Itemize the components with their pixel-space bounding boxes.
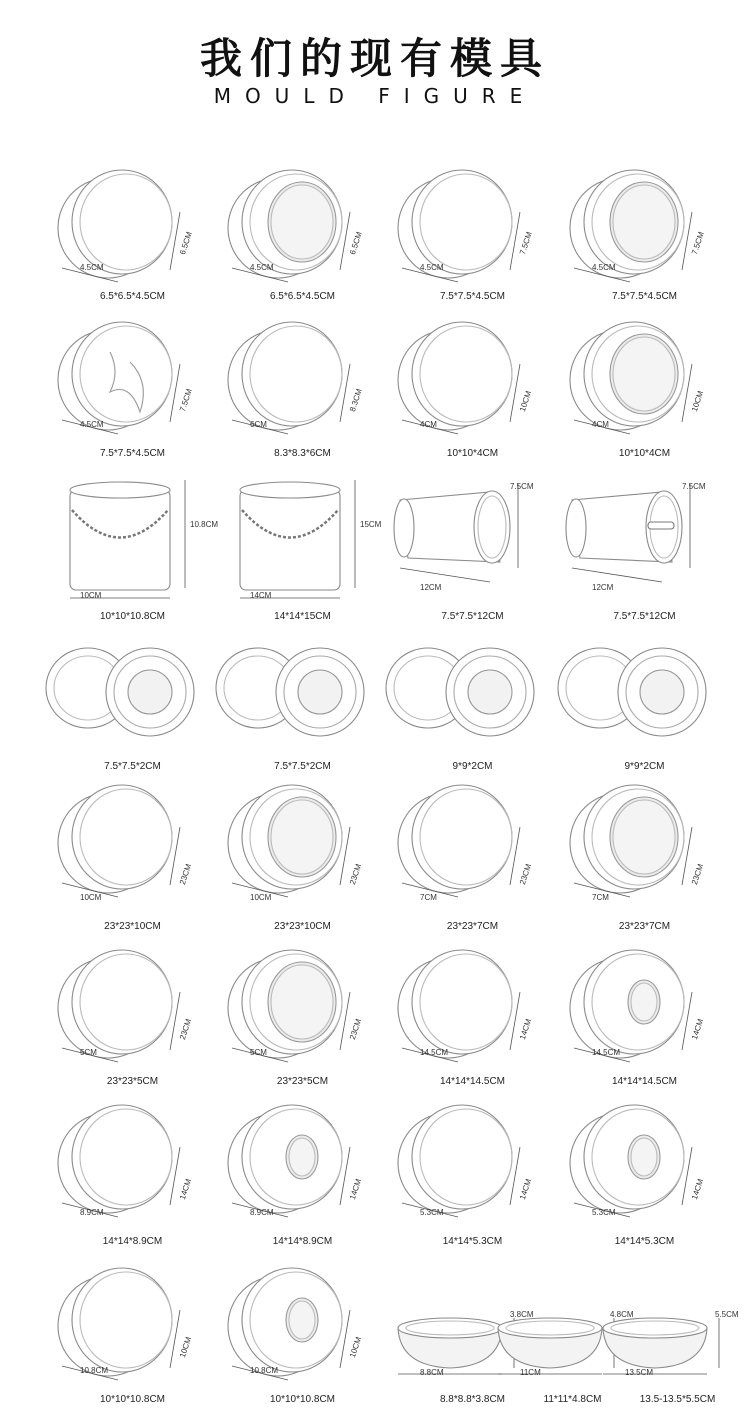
bucket-drawing (240, 482, 340, 590)
lids-drawing (386, 648, 534, 736)
mould-item (552, 940, 737, 1090)
height-dimension-label: 14CM (178, 1177, 194, 1201)
mould-item (552, 640, 737, 775)
size-caption: 7.5*7.5*2CM (104, 761, 161, 772)
mould-item (552, 775, 737, 935)
tin-drawing (398, 1105, 512, 1213)
mould-item (210, 312, 395, 462)
tin-drawing (570, 950, 684, 1058)
width-dimension-label: 4CM (592, 420, 609, 429)
size-caption: 23*23*7CM (446, 921, 499, 932)
mould-item (380, 160, 565, 305)
size-caption: 9*9*2CM (452, 761, 493, 772)
size-caption: 14*14*14.5CM (439, 1076, 506, 1087)
mould-item (40, 775, 225, 935)
mould-item (552, 470, 737, 625)
height-dimension-label: 23CM (518, 862, 534, 886)
height-dimension-label: 14CM (348, 1177, 364, 1201)
mould-item (552, 1095, 737, 1250)
width-dimension-label: 8.8CM (420, 1368, 444, 1377)
width-dimension-label: 7CM (420, 893, 437, 902)
tin-drawing (570, 785, 684, 893)
mould-item (40, 470, 225, 625)
width-dimension-label: 10CM (250, 893, 272, 902)
lids-illustration (380, 640, 550, 761)
height-dimension-label: 23CM (348, 1017, 364, 1041)
bucket-drawing (70, 482, 170, 590)
height-dimension-label: 10.8CM (190, 520, 219, 529)
size-caption: 10*10*10.8CM (269, 1394, 336, 1405)
mould-item (40, 1095, 225, 1250)
height-dimension-label: 10CM (178, 1335, 194, 1359)
tin-illustration (210, 160, 380, 291)
height-dimension-label: 7.5CM (510, 482, 534, 491)
cylinder-drawing (394, 491, 510, 563)
cylinder-illustration (552, 470, 722, 611)
cylinder-drawing (566, 491, 682, 563)
size-caption: 14*14*5.3CM (614, 1236, 675, 1247)
height-dimension-label: 14CM (518, 1017, 534, 1041)
width-dimension-label: 14CM (250, 591, 272, 600)
height-dimension-label: 14CM (690, 1017, 706, 1041)
bowl-drawing (603, 1318, 707, 1368)
tin-illustration (552, 160, 722, 291)
width-dimension-label: 7CM (592, 893, 609, 902)
height-dimension-label: 7.5CM (178, 387, 194, 413)
width-dimension-label: 4.5CM (80, 420, 104, 429)
page-title: 我们的现有模具 (199, 34, 550, 83)
size-caption: 14*14*8.9CM (102, 1236, 163, 1247)
height-dimension-label: 7.5CM (690, 230, 706, 256)
mould-item (40, 312, 225, 462)
height-dimension-label: 7.5CM (682, 482, 706, 491)
size-caption: 10*10*4CM (618, 448, 671, 459)
lids-drawing (46, 648, 194, 736)
lids-illustration (552, 640, 722, 761)
size-caption: 23*23*7CM (618, 921, 671, 932)
tin-illustration (380, 1095, 550, 1236)
tin-drawing (228, 785, 342, 893)
height-dimension-label: 4.8CM (610, 1310, 634, 1319)
mould-item (210, 1095, 395, 1250)
tin-illustration (210, 1258, 380, 1394)
mould-item (380, 775, 565, 935)
height-dimension-label: 3.8CM (510, 1310, 534, 1319)
tin-drawing (228, 1268, 342, 1376)
mould-item (552, 312, 737, 462)
bucket-illustration (40, 470, 210, 611)
size-caption: 14*14*8.9CM (272, 1236, 333, 1247)
width-dimension-label: 8.9CM (250, 1208, 274, 1217)
width-dimension-label: 5.3CM (592, 1208, 616, 1217)
tin-drawing (228, 950, 342, 1058)
tin-drawing (228, 322, 342, 430)
size-caption: 7.5*7.5*12CM (613, 611, 676, 622)
size-caption: 23*23*10CM (104, 921, 161, 932)
tin-drawing (58, 1105, 172, 1213)
tin-illustration (210, 1095, 380, 1236)
width-dimension-label: 4.5CM (420, 263, 444, 272)
tin-drawing (570, 170, 684, 278)
tin-illustration (210, 312, 380, 448)
width-dimension-label: 8.9CM (80, 1208, 104, 1217)
size-caption: 23*23*5CM (106, 1076, 159, 1087)
tin-illustration (210, 775, 380, 921)
width-dimension-label: 5.3CM (420, 1208, 444, 1217)
size-caption: 14*14*5.3CM (442, 1236, 503, 1247)
tin-drawing (228, 1105, 342, 1213)
width-dimension-label: 5CM (80, 1048, 97, 1057)
cylinder-illustration (380, 470, 550, 611)
size-caption: 7.5*7.5*12CM (441, 611, 504, 622)
size-caption: 23*23*10CM (274, 921, 331, 932)
mould-item (40, 640, 225, 775)
size-caption: 13.5-13.5*5.5CM (639, 1394, 716, 1405)
mould-item (210, 640, 395, 775)
tin-illustration (552, 312, 722, 448)
width-dimension-label: 4.5CM (250, 263, 274, 272)
tin-illustration (380, 775, 550, 921)
size-caption: 14*14*15CM (274, 611, 331, 622)
mould-item (380, 640, 565, 775)
size-caption: 6.5*6.5*4.5CM (269, 291, 336, 302)
height-dimension-label: 5.5CM (715, 1310, 739, 1319)
tin-drawing (58, 170, 172, 278)
height-dimension-label: 15CM (360, 520, 382, 529)
tin-drawing (398, 785, 512, 893)
width-dimension-label: 14.5CM (420, 1048, 449, 1057)
height-dimension-label: 10CM (690, 389, 706, 413)
tin-illustration (552, 940, 722, 1076)
tin-illustration (40, 160, 210, 291)
tin-illustration (552, 775, 722, 921)
tin-illustration (40, 940, 210, 1076)
size-caption: 10*10*10.8CM (99, 1394, 166, 1405)
tin-illustration (40, 1095, 210, 1236)
size-caption: 7.5*7.5*4.5CM (439, 291, 506, 302)
tin-illustration (40, 1258, 210, 1394)
size-caption: 7.5*7.5*4.5CM (99, 448, 166, 459)
tin-illustration (210, 940, 380, 1076)
width-dimension-label: 12CM (592, 583, 614, 592)
tin-drawing (58, 785, 172, 893)
width-dimension-label: 5CM (250, 1048, 267, 1057)
height-dimension-label: 23CM (690, 862, 706, 886)
size-caption: 8.3*8.3*6CM (274, 448, 331, 459)
mould-item (210, 940, 395, 1090)
tin-drawing (228, 170, 342, 278)
mould-item (40, 940, 225, 1090)
height-dimension-label: 6.5CM (348, 230, 364, 256)
size-caption: 7.5*7.5*2CM (274, 761, 331, 772)
mould-item (210, 1258, 395, 1408)
tin-drawing (398, 170, 512, 278)
height-dimension-label: 7.5CM (518, 230, 534, 256)
width-dimension-label: 14.5CM (592, 1048, 621, 1057)
mould-item (380, 312, 565, 462)
width-dimension-label: 10.8CM (80, 1366, 109, 1375)
size-caption: 10*10*10.8CM (99, 611, 166, 622)
height-dimension-label: 10CM (348, 1335, 364, 1359)
tin-illustration (552, 1095, 722, 1236)
lids-illustration (40, 640, 210, 761)
lids-drawing (558, 648, 706, 736)
size-caption: 11*11*4.8CM (543, 1394, 602, 1405)
tin-illustration (40, 775, 210, 921)
width-dimension-label: 10.8CM (250, 1366, 279, 1375)
height-dimension-label: 14CM (518, 1177, 534, 1201)
height-dimension-label: 6.5CM (178, 230, 194, 256)
size-caption: 7.5*7.5*4.5CM (611, 291, 678, 302)
tin-illustration (380, 940, 550, 1076)
height-dimension-label: 23CM (348, 862, 364, 886)
lids-illustration (210, 640, 380, 761)
mould-item (585, 1258, 750, 1408)
mould-item (552, 160, 737, 305)
width-dimension-label: 10CM (80, 893, 102, 902)
tin-drawing (58, 1268, 172, 1376)
width-dimension-label: 11CM (520, 1368, 541, 1377)
tin-drawing (570, 322, 684, 430)
mould-item (380, 470, 565, 625)
size-caption: 9*9*2CM (624, 761, 665, 772)
mould-item (210, 775, 395, 935)
size-caption: 14*14*14.5CM (611, 1076, 678, 1087)
lids-drawing (216, 648, 364, 736)
width-dimension-label: 6CM (250, 420, 267, 429)
height-dimension-label: 23CM (178, 862, 194, 886)
width-dimension-label: 4.5CM (592, 263, 616, 272)
tin-drawing (570, 1105, 684, 1213)
height-dimension-label: 8.3CM (348, 387, 364, 413)
width-dimension-label: 10CM (80, 591, 102, 600)
mould-item (210, 160, 395, 305)
bucket-illustration (210, 470, 380, 611)
width-dimension-label: 4CM (420, 420, 437, 429)
height-dimension-label: 14CM (690, 1177, 706, 1201)
size-caption: 6.5*6.5*4.5CM (99, 291, 166, 302)
mould-item (380, 1095, 565, 1250)
tin-illustration (380, 160, 550, 291)
height-dimension-label: 10CM (518, 389, 534, 413)
tin-drawing (58, 322, 172, 430)
bowl-illustration (585, 1258, 750, 1394)
mould-item (40, 160, 225, 305)
tin-drawing (58, 950, 172, 1058)
tin-illustration (40, 312, 210, 448)
width-dimension-label: 4.5CM (80, 263, 104, 272)
page-subtitle: MOULD FIGURE (213, 84, 537, 108)
tin-drawing (398, 322, 512, 430)
size-caption: 8.8*8.8*3.8CM (439, 1394, 506, 1405)
height-dimension-label: 23CM (178, 1017, 194, 1041)
mould-item (380, 940, 565, 1090)
size-caption: 23*23*5CM (276, 1076, 329, 1087)
size-caption: 10*10*4CM (446, 448, 499, 459)
width-dimension-label: 13.5CM (625, 1368, 654, 1377)
tin-drawing (398, 950, 512, 1058)
width-dimension-label: 12CM (420, 583, 442, 592)
tin-illustration (380, 312, 550, 448)
mould-item (40, 1258, 225, 1408)
mould-item (210, 470, 395, 625)
